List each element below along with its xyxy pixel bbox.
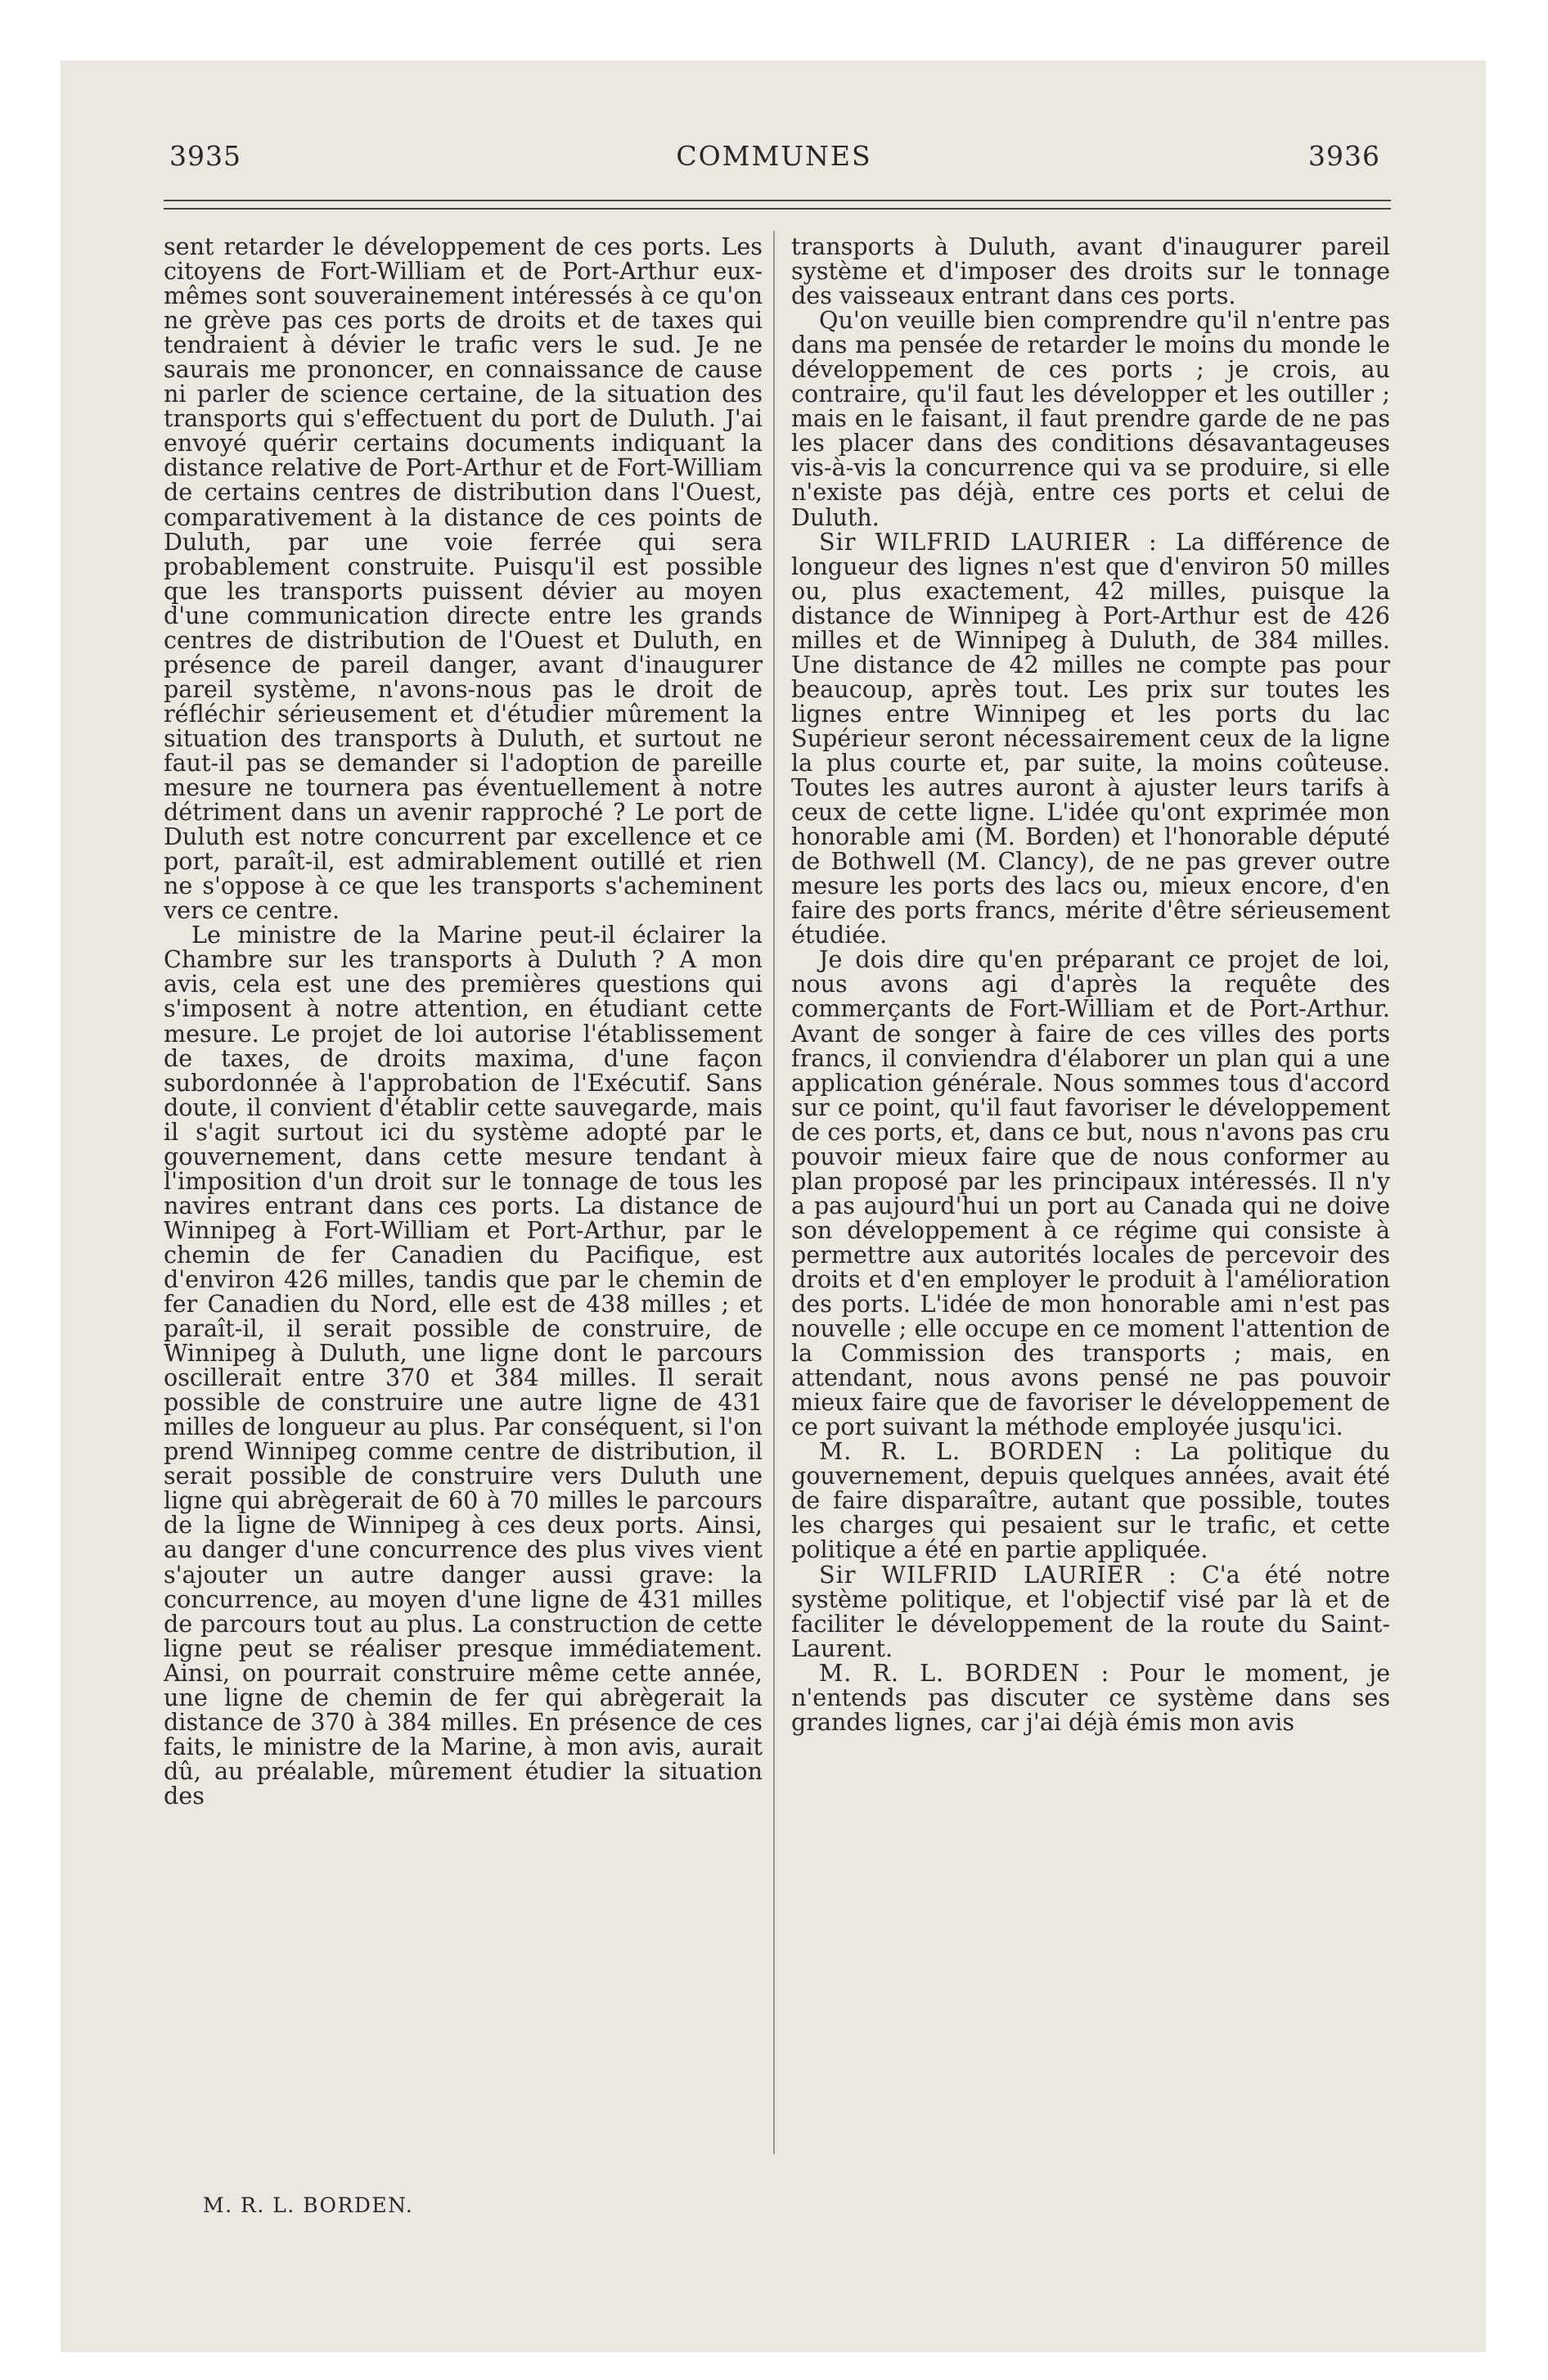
speech-paragraph	[791, 1439, 1390, 1562]
page-number-right: 3936	[1308, 140, 1380, 172]
speech-text: La politique du gouvernement, depuis quelques années, avait été de faire disparaître, autant que possible, toutes les charges qui pesaient sur le trafic, et cette politique a été en partie appliquée.	[791, 1437, 1390, 1564]
page-number-left: 3935	[169, 140, 241, 172]
speech-paragraph	[791, 527, 1390, 949]
page-title: COMMUNES	[676, 140, 872, 172]
left-column	[164, 234, 763, 1808]
speech-paragraph	[791, 1658, 1390, 1736]
paragraph: transports à Duluth, avant d'inaugurer pareil système et d'imposer des droits sur le tonnage des vaisseaux entrant dans ces ports.	[791, 232, 1390, 310]
paragraph: Je dois dire qu'en préparant ce projet de loi, nous avons agi d'après la requête des commerçants de Fort-William et de Port-Arthur. Avant de songer à faire de ces villes des ports francs, il conviendra d'élaborer un plan qui a une application générale. Nous sommes tous d'accord sur ce point, qu'il faut favoriser le développement de ces ports, et, dans ce but, nous n'avons pas cru pouvoir mieux faire que de nous conformer au plan proposé par les principaux intéressés. Il n'y a pas aujourd'hui un port au Canada qui ne doive son développement à ce régime qui consiste à permettre aux autorités locales de percevoir des droits et d'en employer le produit à l'amélioration des ports. L'idée de mon honorable ami n'est pas nouvelle ; elle occupe en ce moment l'attention de la Commission des transports ; mais, en attendant, nous avons pensé ne pas pouvoir mieux faire que de favoriser le développement de ce port suivant la méthode employée jusqu'ici.	[791, 945, 1390, 1441]
speaker-name: M. R. L. BORDEN :	[819, 1658, 1110, 1687]
paragraph: Le ministre de la Marine peut-il éclairer la Chambre sur les transports à Duluth ? A mon avis, cela est une des premières questions qui s'imposent à notre attention, en étudiant cette mesure. Le projet de loi autorise l'établissement de taxes, de droits maxima, d'une façon subordonnée à l'approbation de l'Exécutif. Sans doute, il convient d'établir cette sauvegarde, mais il s'agit surtout ici du système adopté par le gouvernement, dans cette mesure tendant à l'imposition d'un droit sur le tonnage de tous les navires entrant dans ces ports. La distance de Winnipeg à Fort-William et Port-Arthur, par le chemin de fer Canadien du Pacifique, est d'environ 426 milles, tandis que par le chemin de fer Canadien du Nord, elle est de 438 milles ; et paraît-il, il serait possible de construire, de Winnipeg à Duluth, une ligne dont le parcours oscillerait entre 370 et 384 milles. Il serait possible de construire une autre ligne de 431 milles de longueur au plus. Par conséquent, si l'on prend Winnipeg comme centre de distribution, il serait possible de construire vers Duluth une ligne qui abrègerait de 60 à 70 milles le parcours de la ligne de Winnipeg à ces deux ports. Ainsi, au danger d'une concurrence des plus vives vient s'ajouter un autre danger aussi grave: la concurrence, au moyen d'une ligne de 431 milles de parcours tout au plus. La construction de cette ligne peut se réaliser presque immédiatement. Ainsi, on pourrait construire même cette année, une ligne de chemin de fer qui abrègerait la distance de 370 à 384 milles. En présence de ces faits, le ministre de la Marine, à mon avis, aurait dû, au préalable, mûrement étudier la situation des	[164, 921, 763, 1810]
speech-text: La différence de longueur des lignes n'est que d'environ 50 milles ou, plus exactement, 42 milles, puisque la distance de Winnipeg à Port-Arthur est de 426 milles et de Winnipeg à Duluth, de 384 milles. Une distance de 42 milles ne compte pas pour beaucoup, après tout. Les prix sur toutes les lignes entre Winnipeg et les ports du lac Supérieur seront nécessairement ceux de la ligne la plus courte et, par suite, la moins coûteuse. Toutes les autres auront à ajuster leurs tarifs à ceux de cette ligne. L'idée qu'ont exprimée mon honorable ami (M. Borden) et l'honorable député de Bothwell (M. Clancy), de ne pas grever outre mesure les ports des lacs ou, mieux encore, d'en faire des ports francs, mérite d'être sérieusement étudiée.	[791, 527, 1390, 949]
speech-text: Pour le moment, je n'entends pas discuter ce système dans ses grandes lignes, car j'ai déjà émis mon avis	[791, 1658, 1390, 1736]
right-column	[791, 234, 1390, 1734]
paragraph: Qu'on veuille bien comprendre qu'il n'entre pas dans ma pensée de retarder le moins du monde le développement de ces ports ; je crois, au contraire, qu'il faut les développer et les outiller ; mais en le faisant, il faut prendre garde de ne pas les placer dans des conditions désavantageuses vis-à-vis la concurrence qui va se produire, si elle n'existe pas déjà, entre ces ports et celui de Duluth.	[791, 306, 1390, 531]
speaker-name: Sir WILFRID LAURIER :	[819, 527, 1158, 556]
paragraph: sent retarder le développement de ces ports. Les citoyens de Fort-William et de Port-Arthur eux-mêmes sont souverainement intéressés à ce qu'on ne grève pas ces ports de droits et de taxes qui tendraient à dévier le trafic vers le sud. Je ne saurais me prononcer, en connaissance de cause ni parler de science certaine, de la situation des transports qui s'effectuent du port de Duluth. J'ai envoyé quérir certains documents indiquant la distance relative de Port-Arthur et de Fort-William de certains centres de distribution dans l'Ouest, comparativement à la distance de ces points de Duluth, par une voie ferrée qui sera probablement construite. Puisqu'il est possible que les transports puissent dévier au moyen d'une communication directe entre les grands centres de distribution de l'Ouest et Duluth, en présence de pareil danger, avant d'inaugurer pareil système, n'avons-nous pas le droit de réfléchir sérieusement et d'étudier mûrement la situation des transports à Duluth, et surtout ne faut-il pas se demander si l'adoption de pareille mesure ne tournera pas éventuellement à notre détriment dans un avenir rapproché ? Le port de Duluth est notre concurrent par excellence et ce port, paraît-il, est admirablement outillé et rien ne s'oppose à ce que les transports s'acheminent vers ce centre.	[164, 232, 763, 925]
speech-text: C'a été notre système politique, et l'objectif visé par là et de faciliter le développement de la route du Saint-Laurent.	[791, 1560, 1391, 1662]
speaker-name: M. R. L. BORDEN :	[819, 1437, 1143, 1466]
column-divider	[773, 231, 775, 2154]
footer-speaker: M. R. L. BORDEN.	[203, 2193, 414, 2217]
header-rule-top	[164, 200, 1391, 201]
speech-paragraph	[791, 1562, 1390, 1661]
header-rule-bottom	[164, 208, 1391, 210]
speaker-name: Sir WILFRID LAURIER :	[819, 1560, 1177, 1589]
